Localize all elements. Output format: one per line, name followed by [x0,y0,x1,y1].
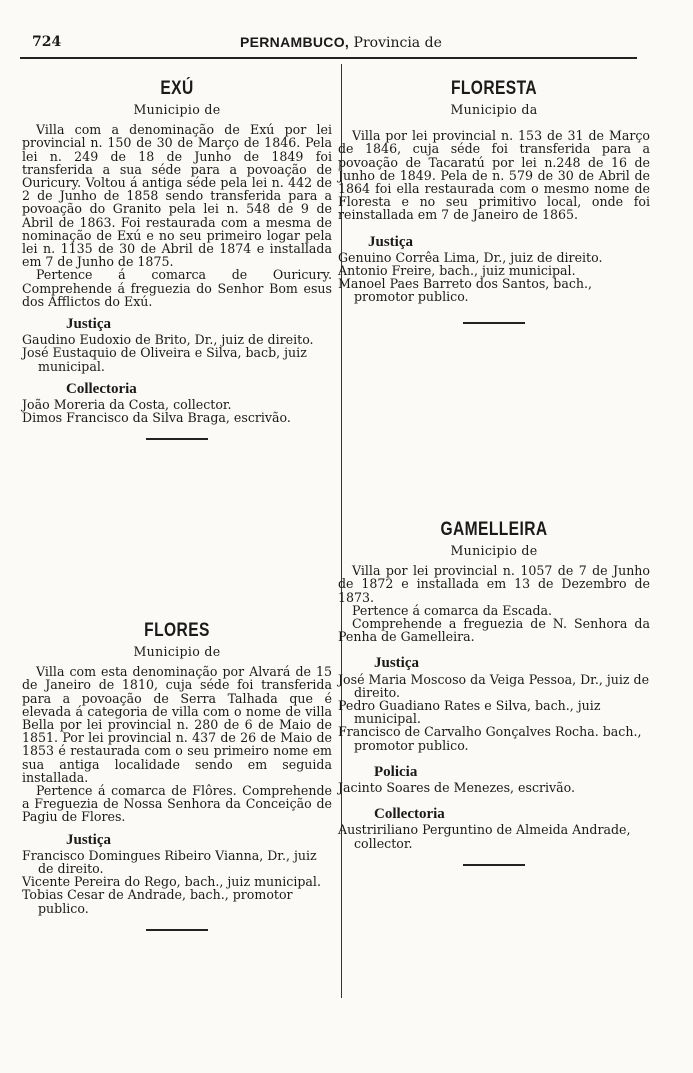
province-name: PERNAMBUCO, [240,34,350,50]
running-title [240,34,442,51]
justica-heading: Justiça [368,233,413,250]
justica-heading: Justiça [66,831,111,848]
justica-heading: Justiça [66,316,111,333]
official-entry: Jacinto Soares de Menezes, escrivão. [338,780,576,796]
section-separator [463,322,525,324]
official-entry: Antonio Freire, bach., juiz municipal. [338,263,576,279]
official-entry: Francisco de Carvalho Gonçalves Rocha. bach., promotor publico. [338,724,642,753]
running-header [24,34,639,56]
collectoria-heading: Collectoria [374,806,445,823]
official-entry: José Eustaquio de Oliveira e Silva, bacb, juiz municipal. [22,345,307,374]
official-entry: Vicente Pereira do Rego, bach., juiz municipal. [22,874,321,890]
municipio-label: Municipio de [133,644,221,659]
official-entry: Manoel Paes Barreto dos Santos, bach., promotor publico. [338,276,593,305]
running-subtitle: Provincia de [353,35,442,51]
collectoria-heading: Collectoria [66,380,137,397]
section-title: FLORES [144,620,210,641]
municipio-label: Municipio de [133,102,221,117]
official-entry: Tobias Cesar de Andrade, bach., promotor publico. [22,887,293,916]
section-title: FLORESTA [450,78,538,99]
section-floresta [338,78,650,324]
official-entry: José Maria Moscoso da Veiga Pessoa, Dr., juiz de direito. [338,671,650,700]
section-title: EXÚ [160,78,194,99]
section-gamelleira [338,519,650,866]
header-rule [20,57,637,59]
history-paragraph: Villa por lei provincial n. 153 de 31 de Março de 1846, cuja séde foi transferida para a povoação de Tacaratú por lei n.248 de 16 de Junho de 1849. Pela de n. 579 de 30 de Abril de 1864 foi ella restaurada com o mesmo nome de Floresta e no seu primitivo local, onde foi reinstallada em 7 de Janeiro de 1865. [338,128,650,223]
official-entry: Austririliano Perguntino de Almeida Andrade, collector. [338,822,631,851]
section-exu [22,78,332,440]
section-separator [146,929,208,931]
comarca-paragraph: Pertence á comarca da Escada. [352,602,553,618]
history-paragraph: Villa com esta denominação por Alvará de 15 de Janeiro de 1810, cuja séde foi transferida para a povoação de Serra Talhada que é elevada á categoria de villa com o nome de villa Bella por lei provincial n. 280 de 6 de Maio de 1851. Por lei provincial n. 437 de 26 de Maio de 1853 é restaurada com o seu primeiro nome em sua antiga localidade sendo em seguida installada. [22,664,332,785]
freguezia-paragraph: Comprehende a freguezia de N. Senhora da Penha de Gamelleira. [338,616,650,645]
official-entry: Francisco Domingues Ribeiro Vianna, Dr., juiz de direito. [22,847,317,877]
history-paragraph: Villa por lei provincial n. 1057 de 7 de Junho de 1872 e installada em 13 de Dezembro de 1873. [338,563,650,605]
section-flores [22,620,332,931]
section-title: GAMELLEIRA [440,519,548,540]
municipio-label: Municipio de [450,543,538,558]
official-entry: Dimos Francisco da Silva Braga, escrivão. [22,410,291,426]
comarca-paragraph: Pertence á comarca de Flôres. Comprehende a Freguezia de Nossa Senhora da Conceição de Pagiu de Flores. [22,783,332,825]
official-entry: João Moreria da Costa, collector. [22,397,232,413]
page-number: 724 [32,34,62,50]
comarca-paragraph: Pertence á comarca de Ouricury. Comprehende á freguezia do Senhor Bom esus dos Afflictos do Exú. [22,267,332,309]
municipio-label: Municipio da [450,102,538,117]
official-entry: Pedro Guadiano Rates e Silva, bach., juiz municipal. [338,698,601,727]
official-entry: Gaudino Eudoxio de Brito, Dr., juiz de direito. [22,332,314,348]
history-paragraph: Villa com a denominação de Exú por lei provincial n. 150 de 30 de Março de 1846. Pela lei n. 249 de 18 de Junho de 1849 foi transferida a sua séde para a povoação de Ouricury. Voltou á antiga séde pela lei n. 442 de 2 de Junho de 1858 sendo transferida para a povoação do Granito pela lei n. 548 de 9 de Abril de 1863. Foi restaurada com a mesma de nominação de Exú e no seu primeiro logar pela lei n. 1135 de 30 de Abril de 1874 e installada em 7 de Junho de 1875. [22,122,332,270]
official-entry: Genuino Corrêa Lima, Dr., juiz de direito. [338,249,603,265]
section-separator [463,864,525,866]
policia-heading: Policia [374,763,418,780]
justica-heading: Justiça [374,655,419,672]
section-separator [146,438,208,440]
